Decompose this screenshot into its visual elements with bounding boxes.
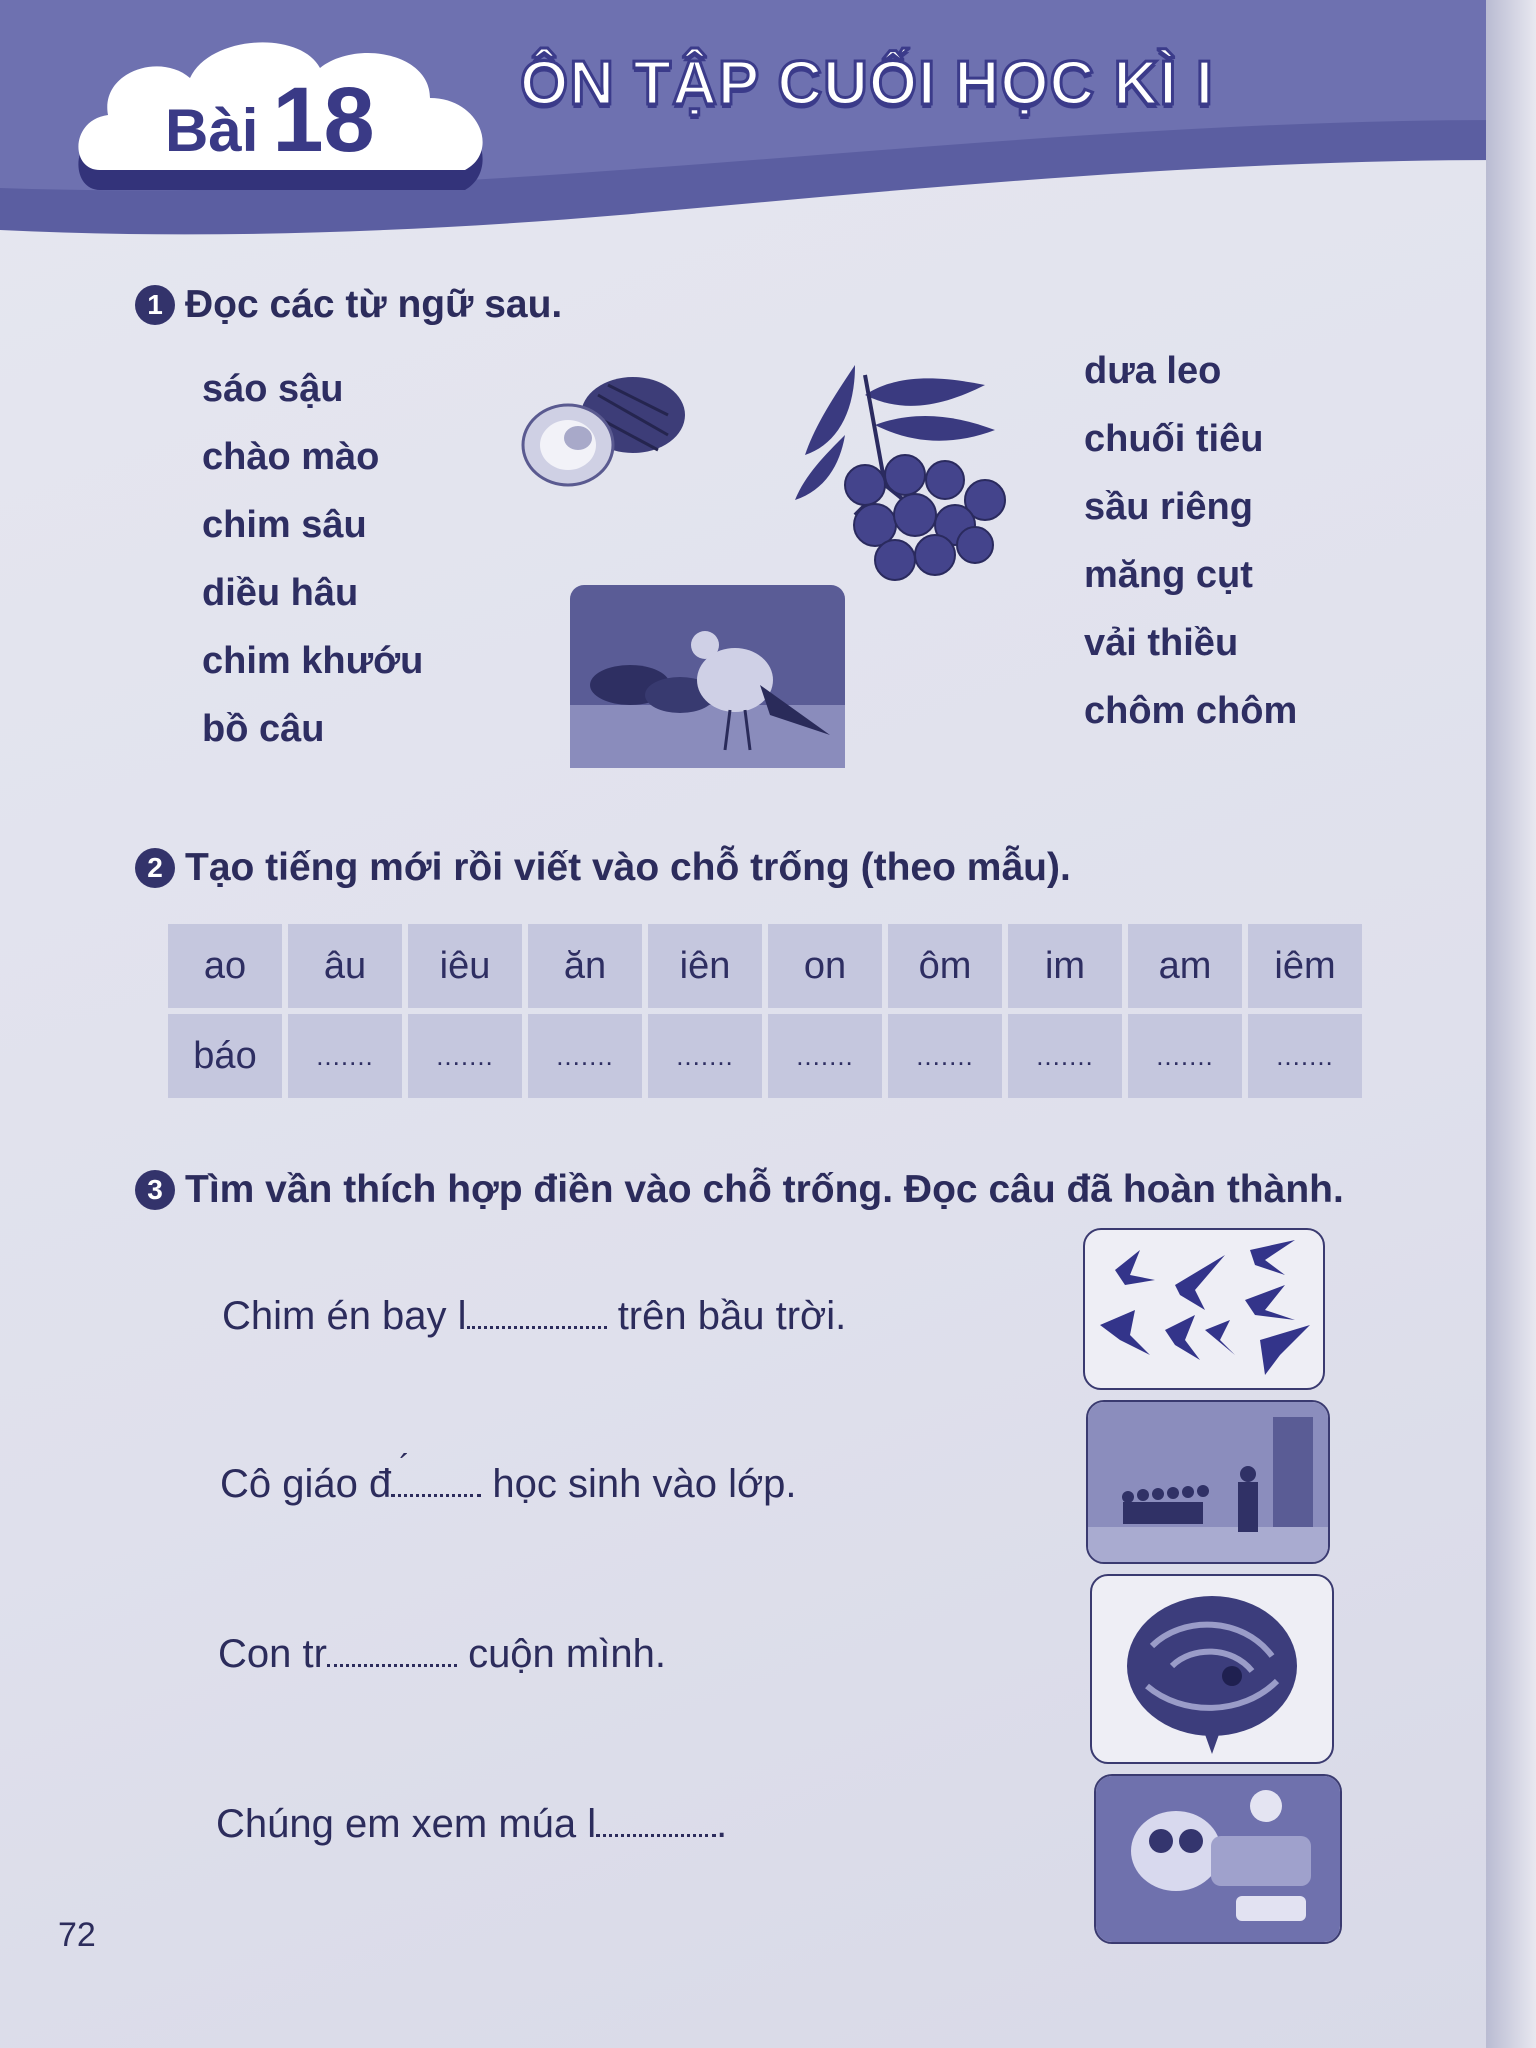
sentence-text: Con tr bbox=[218, 1632, 327, 1676]
word-item: chim khướu bbox=[202, 640, 424, 682]
rhyme-cell: am bbox=[1128, 924, 1242, 1008]
word-item: chim sâu bbox=[202, 504, 367, 546]
word-item: sáo sậu bbox=[202, 368, 344, 410]
word-item: chào mào bbox=[202, 436, 380, 478]
section-1-header bbox=[135, 283, 562, 327]
answer-blank[interactable]: ....... bbox=[1008, 1014, 1122, 1098]
classroom-photo bbox=[1086, 1400, 1330, 1564]
lychee-branch-icon bbox=[775, 355, 1025, 585]
page-title: ÔN TẬP CUỐI HỌC KÌ I bbox=[520, 49, 1215, 118]
sentence-text: Chim én bay l bbox=[222, 1294, 467, 1338]
fill-blank[interactable] bbox=[391, 1448, 481, 1497]
rhyme-cell: âu bbox=[288, 924, 402, 1008]
rhyme-cell: iêm bbox=[1248, 924, 1362, 1008]
accent-mark: ´ bbox=[399, 1448, 410, 1484]
rhyme-cell: im bbox=[1008, 924, 1122, 1008]
sentence-3 bbox=[218, 1632, 666, 1677]
word-item: chôm chôm bbox=[1084, 690, 1298, 732]
sentence-text: học sinh vào lớp. bbox=[492, 1462, 797, 1506]
rhyme-cell: on bbox=[768, 924, 882, 1008]
section-1-number: 1 bbox=[135, 285, 175, 325]
answer-blank[interactable]: ....... bbox=[1248, 1014, 1362, 1098]
section-3-instruction: Tìm vần thích hợp điền vào chỗ trống. Đọc câu đã hoàn thành. bbox=[185, 1168, 1344, 1211]
book-spine bbox=[1486, 0, 1536, 2048]
sentence-text: Cô giáo đ bbox=[220, 1462, 392, 1506]
section-2-number: 2 bbox=[135, 848, 175, 888]
answer-cell-example: báo bbox=[168, 1014, 282, 1098]
sentence-text: trên bầu trời. bbox=[617, 1294, 847, 1338]
section-3-number: 3 bbox=[135, 1170, 175, 1210]
word-item: vải thiều bbox=[1084, 622, 1239, 664]
page-number: 72 bbox=[58, 1916, 96, 1954]
lion-dance-photo bbox=[1094, 1774, 1342, 1944]
word-item: măng cụt bbox=[1084, 554, 1253, 596]
section-3-header bbox=[135, 1168, 1344, 1212]
lesson-word: Bài bbox=[165, 97, 259, 164]
sentence-text: Chúng em xem múa l bbox=[216, 1802, 597, 1846]
answer-blank[interactable]: ....... bbox=[648, 1014, 762, 1098]
sentence-1 bbox=[222, 1294, 846, 1339]
answer-blank[interactable]: ....... bbox=[1128, 1014, 1242, 1098]
snake-photo bbox=[1090, 1574, 1334, 1764]
answer-blank[interactable]: ....... bbox=[888, 1014, 1002, 1098]
section-2-header bbox=[135, 846, 1071, 890]
sentence-2 bbox=[220, 1448, 797, 1507]
answer-blank[interactable]: ....... bbox=[408, 1014, 522, 1098]
section-1-instruction: Đọc các từ ngữ sau. bbox=[185, 283, 563, 326]
lesson-number: 18 bbox=[272, 69, 375, 171]
word-item: diều hâu bbox=[202, 572, 359, 614]
sentence-text: cuộn mình. bbox=[468, 1632, 666, 1676]
rhyme-cell: iêu bbox=[408, 924, 522, 1008]
fill-blank[interactable] bbox=[327, 1632, 457, 1667]
fruit-word-list bbox=[1084, 350, 1297, 758]
rhyme-table bbox=[162, 918, 1368, 1104]
pigeon-photo bbox=[570, 585, 845, 768]
swallows-photo bbox=[1083, 1228, 1325, 1390]
section-2-instruction: Tạo tiếng mới rồi viết vào chỗ trống (theo mẫu). bbox=[185, 846, 1071, 889]
durian-icon bbox=[518, 370, 688, 500]
fill-blank[interactable] bbox=[596, 1802, 716, 1837]
answer-blank[interactable]: ....... bbox=[768, 1014, 882, 1098]
word-item: chuối tiêu bbox=[1084, 418, 1264, 460]
answer-row bbox=[168, 1014, 1362, 1098]
rhyme-cell: iên bbox=[648, 924, 762, 1008]
fill-blank[interactable] bbox=[467, 1294, 607, 1329]
sentence-4 bbox=[216, 1802, 727, 1847]
word-item: sầu riêng bbox=[1084, 486, 1253, 528]
sentence-text: . bbox=[716, 1802, 728, 1846]
word-item: dưa leo bbox=[1084, 350, 1222, 392]
rhyme-cell: ăn bbox=[528, 924, 642, 1008]
rhyme-row bbox=[168, 924, 1362, 1008]
word-item: bồ câu bbox=[202, 708, 325, 750]
rhyme-cell: ôm bbox=[888, 924, 1002, 1008]
rhyme-cell: ao bbox=[168, 924, 282, 1008]
answer-blank[interactable]: ....... bbox=[288, 1014, 402, 1098]
lesson-badge bbox=[165, 68, 375, 173]
answer-blank[interactable]: ....... bbox=[528, 1014, 642, 1098]
bird-word-list bbox=[202, 368, 423, 776]
